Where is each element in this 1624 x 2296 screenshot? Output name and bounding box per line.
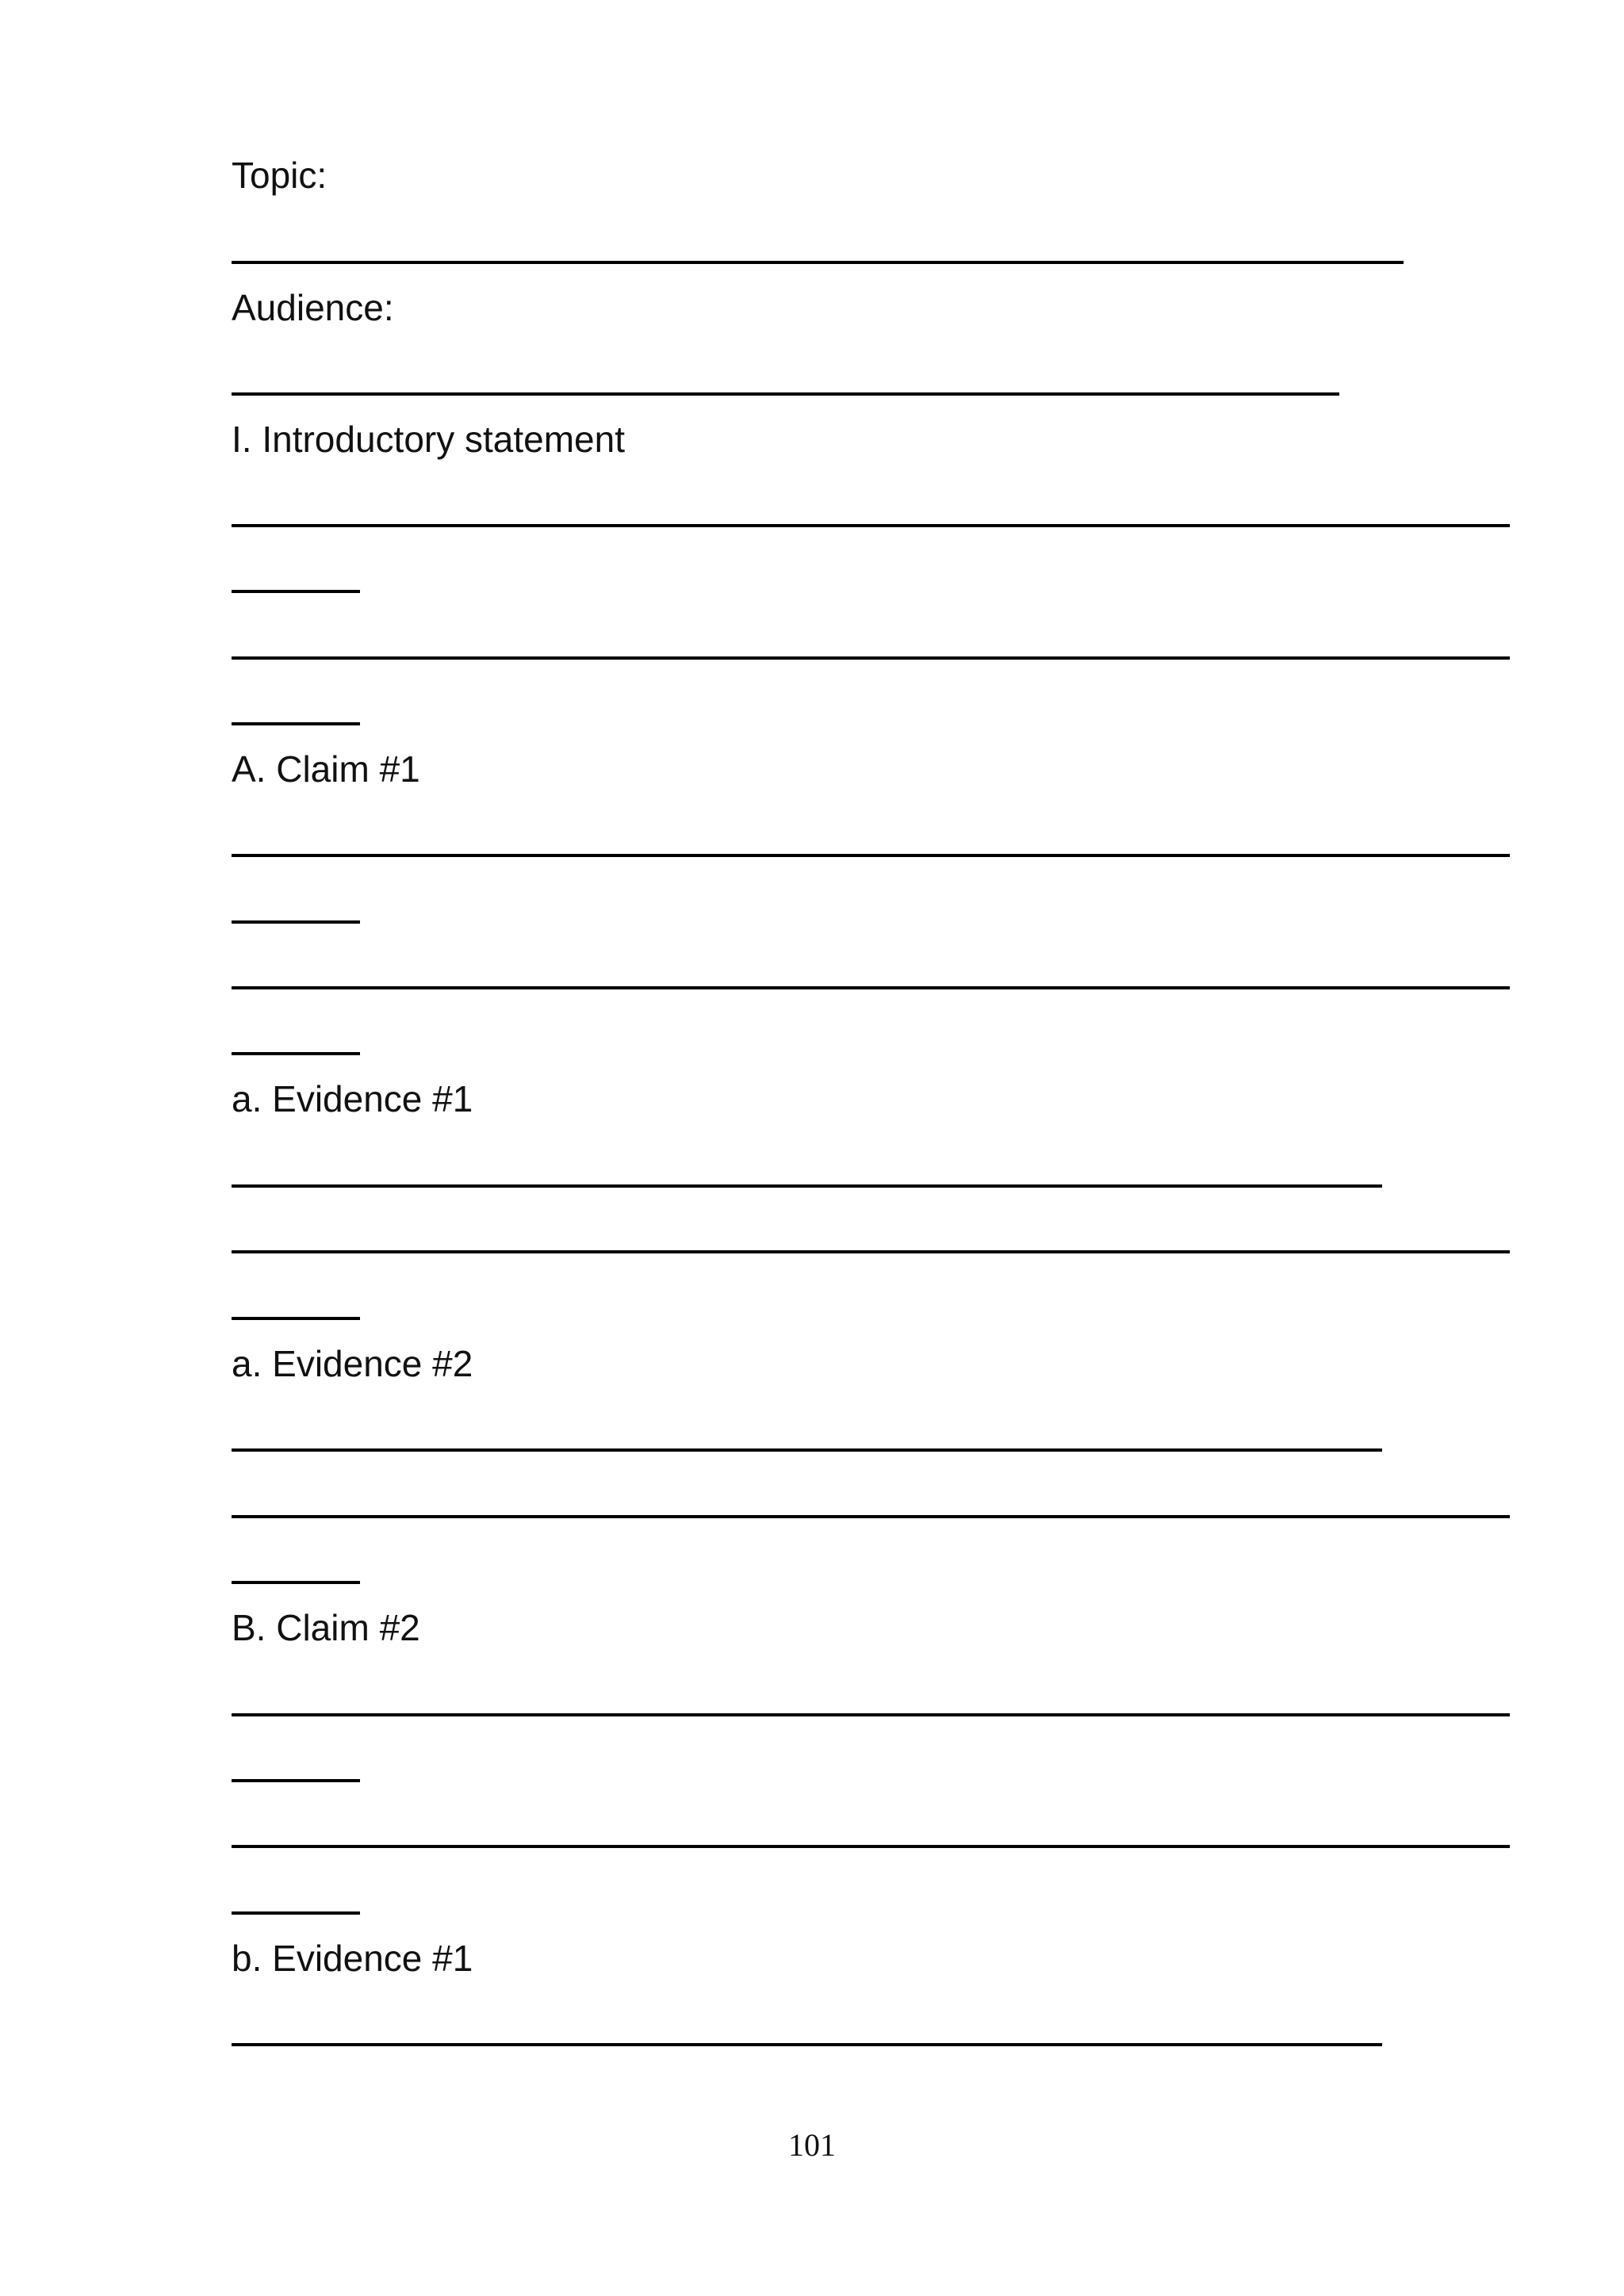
claim-1-evidence-2-blank-line[interactable] — [232, 1515, 1510, 1518]
claim-1-evidence-1-blank-line-short[interactable] — [232, 1317, 360, 1320]
claim-2-evidence-1-label: b. Evidence #1 — [232, 1938, 473, 1979]
page-number: 101 — [788, 2127, 836, 2163]
claim-2-evidence-1-blank-line[interactable] — [232, 2043, 1382, 2046]
claim-1-blank-line-short[interactable] — [232, 920, 360, 924]
claim-1-evidence-1-label: a. Evidence #1 — [232, 1078, 473, 1119]
claim-2-blank-line[interactable] — [232, 1713, 1510, 1716]
claim-1-blank-line-short[interactable] — [232, 1052, 360, 1055]
claim-1-label: A. Claim #1 — [232, 748, 420, 790]
claim-2-blank-line-short[interactable] — [232, 1911, 360, 1915]
claim-1-evidence-1-blank-line[interactable] — [232, 1184, 1382, 1188]
topic-label: Topic: — [232, 155, 327, 196]
claim-1-evidence-1-blank-line[interactable] — [232, 1250, 1510, 1253]
intro-blank-line-short[interactable] — [232, 722, 360, 725]
claim-1-blank-line[interactable] — [232, 986, 1510, 989]
claim-2-blank-line[interactable] — [232, 1845, 1510, 1848]
claim-1-evidence-2-label: a. Evidence #2 — [232, 1343, 473, 1384]
claim-1-evidence-2-blank-line[interactable] — [232, 1448, 1382, 1452]
audience-label: Audience: — [232, 287, 394, 328]
intro-blank-line[interactable] — [232, 656, 1510, 660]
intro-statement-label: I. Introductory statement — [232, 419, 626, 460]
topic-blank-line[interactable] — [232, 261, 1404, 264]
intro-blank-line-short[interactable] — [232, 590, 360, 593]
claim-1-evidence-2-blank-line-short[interactable] — [232, 1581, 360, 1584]
audience-blank-line[interactable] — [232, 392, 1339, 396]
claim-2-blank-line-short[interactable] — [232, 1779, 360, 1782]
claim-2-label: B. Claim #2 — [232, 1607, 420, 1648]
claim-1-blank-line[interactable] — [232, 854, 1510, 857]
intro-blank-line[interactable] — [232, 524, 1510, 527]
